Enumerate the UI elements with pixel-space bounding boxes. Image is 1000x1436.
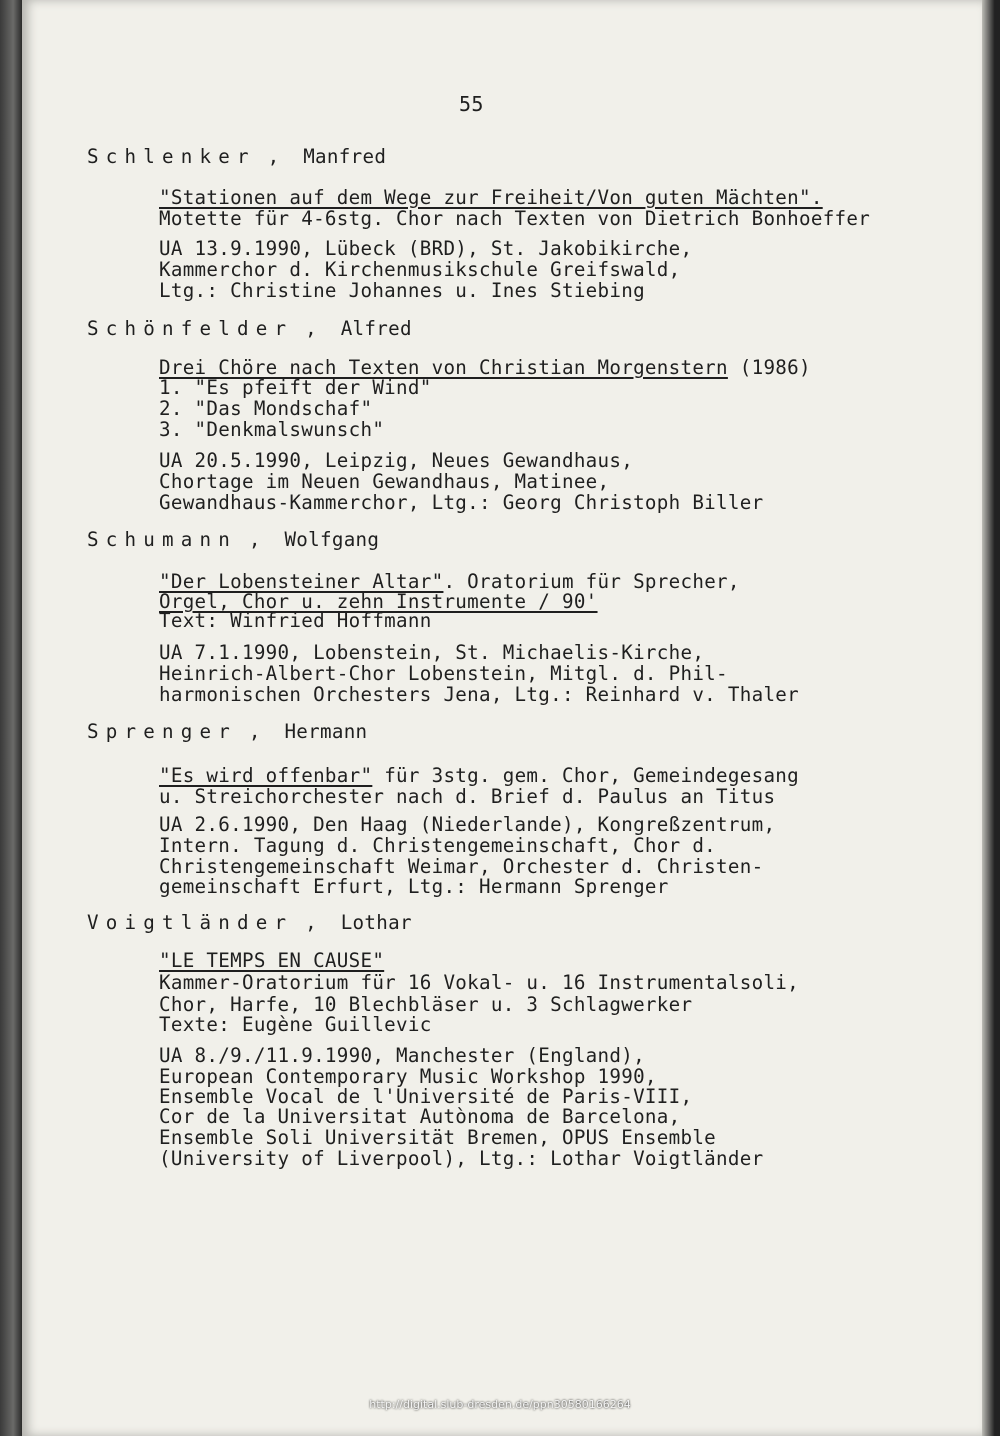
composer-heading: Schumann , Wolfgang [87,528,380,551]
composer-surname: Schönfelder [87,317,294,340]
work-title: Drei Chöre nach Texten von Christian Morgenstern [159,356,728,379]
work-description-line: Kammer-Oratorium für 16 Vokal- u. 16 Instrumentalsoli, [159,971,799,994]
composer-first-name: Manfred [303,145,387,168]
composer-heading: Schönfelder , Alfred [87,317,412,340]
premiere-line: (University of Liverpool), Ltg.: Lothar Voigtländer [159,1147,764,1170]
premiere-line: Heinrich-Albert-Chor Lobenstein, Mitgl. d. Phil- [159,662,728,685]
work-description-line: u. Streichorchester nach d. Brief d. Paulus an Titus [159,785,776,808]
composer-first-name: Wolfgang [284,528,380,551]
premiere-line: Kammerchor d. Kirchenmusikschule Greifswald, [159,258,681,281]
page-number: 55 [459,92,484,116]
work-title-line [159,766,799,786]
composer-first-name: Lothar [340,911,412,934]
premiere-line: Intern. Tagung d. Christengemeinschaft, Chor d. [159,834,717,857]
premiere-line: UA 8./9./11.9.1990, Manchester (England), [159,1044,645,1067]
premiere-line: Chortage im Neuen Gewandhaus, Matinee, [159,470,610,493]
work-description-line: Texte: Eugène Guillevic [159,1013,432,1036]
premiere-line: UA 13.9.1990, Lübeck (BRD), St. Jakobikirche, [159,237,693,260]
work-title-suffix: für 3stg. gem. Chor, Gemeindegesang [372,764,800,787]
book-gutter [0,0,22,1436]
composer-heading: Sprenger , Hermann [87,720,368,743]
premiere-line: European Contemporary Music Workshop 1990, [159,1065,657,1088]
work-description-line: 3. "Denkmalswunsch" [159,418,385,441]
composer-surname: Voigtländer [87,911,294,934]
work-title: "Es wird offenbar" [159,764,373,787]
work-title-line [159,358,811,378]
premiere-line: Cor de la Universitat Autònoma de Barcelona, [159,1105,681,1128]
premiere-line: Christengemeinschaft Weimar, Orchester d. Christen- [159,855,764,878]
premiere-line: Ensemble Soli Universität Bremen, OPUS Ensemble [159,1126,717,1149]
composer-heading: Schlenker , Manfred [87,145,387,168]
composer-first-name: Hermann [284,720,368,743]
work-description-line: Text: Winfried Hoffmann [159,609,432,632]
premiere-line: harmonischen Orchesters Jena, Ltg.: Reinhard v. Thaler [159,683,799,706]
work-title-suffix: . Oratorium für Sprecher, [443,570,740,593]
work-title-line [159,572,740,592]
work-description-line: Chor, Harfe, 10 Blechbläser u. 3 Schlagwerker [159,993,693,1016]
premiere-line: Ltg.: Christine Johannes u. Ines Stiebing [159,279,645,302]
premiere-line: UA 7.1.1990, Lobenstein, St. Michaelis-Kirche, [159,641,705,664]
composer-surname: Schlenker [87,145,256,168]
work-description-line: Motette für 4-6stg. Chor nach Texten von Dietrich Bonhoeffer [159,207,871,230]
work-title: "LE TEMPS EN CAUSE" [159,949,385,972]
premiere-line: UA 20.5.1990, Leipzig, Neues Gewandhaus, [159,449,634,472]
premiere-line: gemeinschaft Erfurt, Ltg.: Hermann Sprenger [159,875,669,898]
composer-heading: Voigtländer , Lothar [87,911,412,934]
composer-first-name: Alfred [340,317,412,340]
work-title: Orgel, Chor u. zehn Instrumente / 90' [159,590,598,613]
work-title-line [159,951,384,971]
page-edge [982,0,1000,1436]
source-url: http://digital.slub-dresden.de/ppn30580166264 [369,1398,631,1411]
work-title: "Der Lobensteiner Altar" [159,570,444,593]
work-title-suffix: (1986) [727,356,811,379]
work-description-line: 2. "Das Mondschaf" [159,397,373,420]
premiere-line: Ensemble Vocal de l'Université de Paris-VIII, [159,1085,693,1108]
composer-surname: Schumann [87,528,238,551]
premiere-line: UA 2.6.1990, Den Haag (Niederlande), Kongreßzentrum, [159,813,776,836]
composer-surname: Sprenger [87,720,238,743]
work-title-line [159,188,823,208]
work-description-line: 1. "Es pfeift der Wind" [159,376,432,399]
premiere-line: Gewandhaus-Kammerchor, Ltg.: Georg Christoph Biller [159,491,764,514]
work-title: "Stationen auf dem Wege zur Freiheit/Von guten Mächten". [159,186,823,209]
